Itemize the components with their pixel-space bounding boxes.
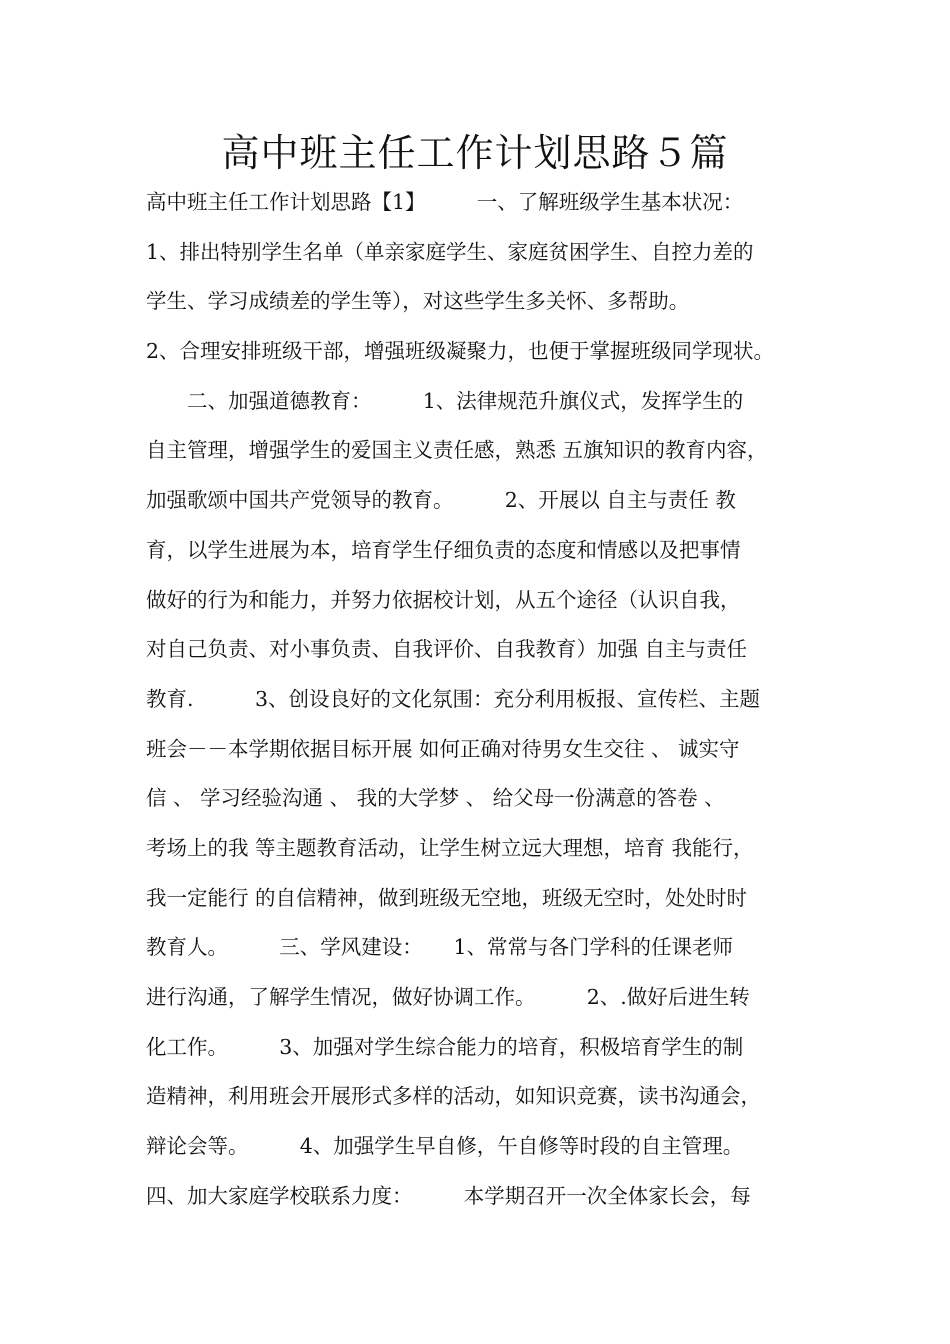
text-line: 1、排出特别学生名单（单亲家庭学生、家庭贫困学生、自控力差的 [146, 239, 754, 264]
text-line: 教育人。 三、学风建设： 1、常常与各门学科的任课老师 [146, 935, 734, 960]
text-line: 二、加强道德教育： 1、法律规范升旗仪式，发挥学生的 [146, 388, 744, 413]
text-line: 做好的行为和能力，并努力依据校计划，从五个途径（认识自我， [146, 587, 741, 612]
text-line: 辩论会等。 4、加强学生早自修，午自修等时段的自主管理。 [146, 1134, 744, 1159]
text-line: 高中班主任工作计划思路【1】 一、了解班级学生基本状况： [146, 190, 744, 214]
text-line: 对自己负责、对小事负责、自我评价、自我教育）加强 自主与责任 [146, 637, 748, 662]
text-line: 造精神，利用班会开展形式多样的活动，如知识竞赛，读书沟通会， [146, 1084, 761, 1109]
document-body [146, 182, 826, 1225]
text-line: 学生、学习成绩差的学生等），对这些学生多关怀、多帮助。 [146, 289, 690, 314]
text-line: 化工作。 3、加强对学生综合能力的培育，积极培育学生的制 [146, 1034, 744, 1059]
text-line: 我一定能行 的自信精神，做到班级无空地，班级无空时，处处时时 [146, 885, 748, 910]
text-line: 四、加大家庭学校联系力度： 本学期召开一次全体家长会，每 [146, 1183, 751, 1208]
text-line: 班会－－本学期依据目标开展 如何正确对待男女生交往 、 诚实守 [146, 736, 740, 761]
text-line: 教育. 3、创设良好的文化氛围：充分利用板报、宣传栏、主题 [146, 686, 761, 711]
text-line: 自主管理，增强学生的爱国主义责任感，熟悉 五旗知识的教育内容， [146, 438, 768, 463]
text-line: 信 、 学习经验沟通 、 我的大学梦 、 给父母一份满意的答卷 、 [146, 786, 725, 811]
text-line: 育，以学生进展为本，培育学生仔细负责的态度和情感以及把事情 [146, 537, 741, 562]
document-title: 高中班主任工作计划思路５篇 [221, 131, 729, 175]
text-line: 进行沟通，了解学生情况，做好协调工作。 2、.做好后进生转 [146, 985, 750, 1009]
text-line: 加强歌颂中国共产党领导的教育。 2、开展以 自主与责任 教 [146, 488, 736, 513]
text-line: 考场上的我 等主题教育活动，让学生树立远大理想，培育 我能行， [146, 835, 754, 860]
text-line: 2、合理安排班级干部，增强班级凝聚力，也便于掌握班级同学现状。 [146, 339, 775, 364]
